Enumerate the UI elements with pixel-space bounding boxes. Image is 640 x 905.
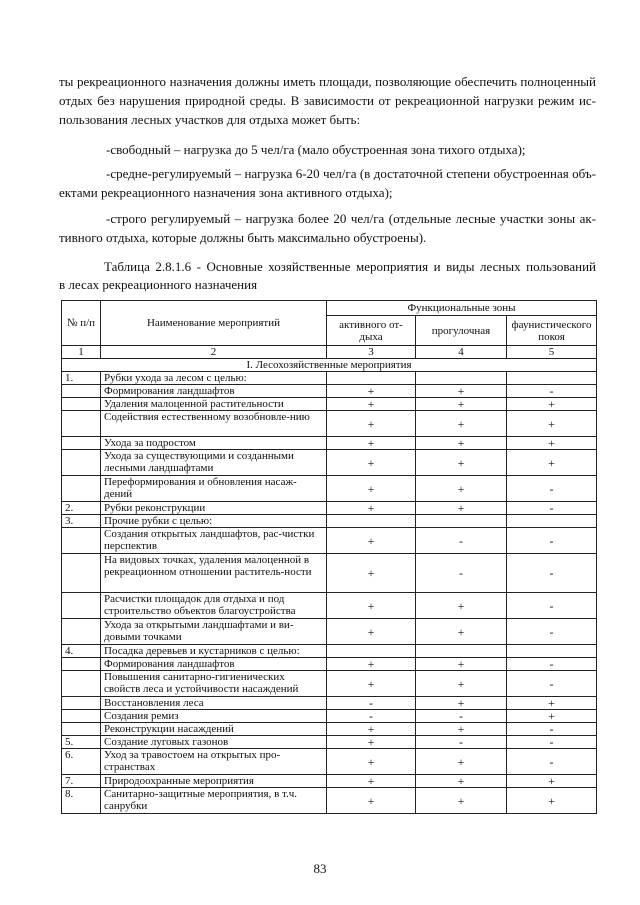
col-number: 3	[327, 346, 416, 359]
table-row	[62, 437, 597, 450]
cell-zone-fauna: -	[507, 385, 597, 398]
cell-name: Прочие рубки с целью:	[101, 515, 327, 528]
cell-num	[62, 554, 101, 593]
cell-name: Ухода за подростом	[101, 437, 327, 450]
cell-zone-fauna: +	[507, 398, 597, 411]
cell-zone-walking: +	[416, 398, 507, 411]
list-item-medium: -средне-регулируемый – нагрузка 6-20 чел/га (в достаточной степени обустроенная объ-	[106, 166, 596, 181]
table-row	[62, 450, 597, 476]
cell-name: Создание луговых газонов	[101, 736, 327, 749]
cell-zone-active: +	[327, 385, 416, 398]
paragraph-line: тивного отдыха, которые должны быть максимально обустроены).	[59, 230, 427, 245]
cell-zone-active: -	[327, 710, 416, 723]
table-row	[62, 502, 597, 515]
cell-name: Создания открытых ландшафтов, рас-чистки перспектив	[101, 528, 327, 554]
cell-zone-fauna: +	[507, 788, 597, 814]
cell-zone-fauna: -	[507, 723, 597, 736]
cell-zone-active: -	[327, 697, 416, 710]
table-row	[62, 710, 597, 723]
table-row	[62, 385, 597, 398]
cell-zone-walking	[416, 645, 507, 658]
cell-zone-walking: -	[416, 736, 507, 749]
page-number: 83	[313, 861, 327, 876]
cell-num: 2.	[62, 502, 101, 515]
cell-num: 6.	[62, 749, 101, 775]
cell-num	[62, 398, 101, 411]
cell-num	[62, 528, 101, 554]
cell-zone-walking: +	[416, 749, 507, 775]
cell-name: На видовых точках, удаления малоценной в рекреационном отношении раститель-ности	[101, 554, 327, 593]
header-zone-walking: прогулочная	[416, 316, 507, 346]
cell-zone-walking: -	[416, 710, 507, 723]
cell-zone-active	[327, 645, 416, 658]
cell-zone-active: +	[327, 593, 416, 619]
cell-name: Переформирования и обновления насаж-дений	[101, 476, 327, 502]
cell-zone-fauna: -	[507, 502, 597, 515]
cell-zone-walking: +	[416, 593, 507, 619]
table-row	[62, 554, 597, 593]
cell-num: 7.	[62, 775, 101, 788]
measures-table	[61, 300, 597, 814]
list-item-strict: -строго регулируемый – нагрузка более 20 чел/га (отдельные лесные участки зоны ак-	[106, 211, 596, 226]
cell-zone-fauna: +	[507, 411, 597, 437]
cell-zone-active	[327, 515, 416, 528]
col-number: 4	[416, 346, 507, 359]
table-row	[62, 411, 597, 437]
cell-num	[62, 450, 101, 476]
cell-name: Удаления малоценной растительности	[101, 398, 327, 411]
cell-zone-fauna	[507, 515, 597, 528]
table-row	[62, 593, 597, 619]
table-row	[62, 515, 597, 528]
cell-num	[62, 723, 101, 736]
cell-zone-fauna: -	[507, 749, 597, 775]
cell-zone-walking: -	[416, 528, 507, 554]
cell-zone-fauna	[507, 372, 597, 385]
cell-zone-walking	[416, 372, 507, 385]
cell-zone-fauna: -	[507, 671, 597, 697]
cell-zone-active: +	[327, 736, 416, 749]
cell-zone-active: +	[327, 476, 416, 502]
table-row	[62, 671, 597, 697]
cell-num	[62, 671, 101, 697]
table-row	[62, 697, 597, 710]
cell-num	[62, 437, 101, 450]
cell-zone-active	[327, 372, 416, 385]
cell-zone-fauna: +	[507, 710, 597, 723]
table-row	[62, 736, 597, 749]
cell-name: Рубки ухода за лесом с целью:	[101, 372, 327, 385]
cell-name: Посадка деревьев и кустарников с целью:	[101, 645, 327, 658]
cell-zone-fauna: -	[507, 736, 597, 749]
cell-zone-active: +	[327, 437, 416, 450]
table-caption-line2: в лесах рекреационного назначения	[59, 277, 258, 292]
table-row	[62, 372, 597, 385]
table-row	[62, 528, 597, 554]
cell-zone-walking: +	[416, 671, 507, 697]
cell-zone-active: +	[327, 619, 416, 645]
cell-zone-fauna: -	[507, 593, 597, 619]
cell-zone-walking: +	[416, 697, 507, 710]
cell-zone-active: +	[327, 671, 416, 697]
table-row	[62, 788, 597, 814]
cell-zone-fauna: -	[507, 658, 597, 671]
cell-zone-walking: +	[416, 502, 507, 515]
cell-zone-fauna: -	[507, 528, 597, 554]
cell-num	[62, 593, 101, 619]
cell-zone-active: +	[327, 658, 416, 671]
cell-zone-active: +	[327, 411, 416, 437]
cell-zone-walking: +	[416, 450, 507, 476]
section-header: I. Лесохозяйственные мероприятия	[62, 359, 597, 372]
table-row	[62, 398, 597, 411]
cell-zone-walking	[416, 515, 507, 528]
header-zone-fauna: фаунистического покоя	[507, 316, 597, 346]
cell-num: 5.	[62, 736, 101, 749]
cell-num: 3.	[62, 515, 101, 528]
col-number: 2	[101, 346, 327, 359]
table-caption-line1: Таблица 2.8.1.6 - Основные хозяйственные мероприятия и виды лесных пользований	[104, 259, 596, 274]
cell-num	[62, 697, 101, 710]
table-row	[62, 619, 597, 645]
paragraph-line: пользования лесных участков для отдыха может быть:	[59, 112, 361, 127]
cell-zone-active: +	[327, 788, 416, 814]
cell-zone-walking: +	[416, 723, 507, 736]
paragraph-line: ектами рекреационного назначения зона активного отдыха);	[59, 185, 393, 200]
cell-zone-walking: +	[416, 476, 507, 502]
cell-zone-fauna: -	[507, 554, 597, 593]
table-row	[62, 775, 597, 788]
header-num: № п/п	[62, 301, 101, 346]
cell-num	[62, 658, 101, 671]
cell-name: Санитарно-защитные мероприятия, в т.ч. санрубки	[101, 788, 327, 814]
cell-name: Формирования ландшафтов	[101, 385, 327, 398]
cell-num	[62, 710, 101, 723]
cell-num	[62, 619, 101, 645]
cell-zone-walking: +	[416, 385, 507, 398]
table-row	[62, 645, 597, 658]
cell-name: Формирования ландшафтов	[101, 658, 327, 671]
cell-name: Восстановления леса	[101, 697, 327, 710]
cell-zone-fauna: -	[507, 476, 597, 502]
cell-num: 8.	[62, 788, 101, 814]
cell-name: Рубки реконструкции	[101, 502, 327, 515]
cell-zone-active: +	[327, 554, 416, 593]
cell-zone-fauna: +	[507, 697, 597, 710]
cell-name: Уход за травостоем на открытых про-странствах	[101, 749, 327, 775]
col-number: 1	[62, 346, 101, 359]
table-row	[62, 749, 597, 775]
header-zones: Функциональные зоны	[327, 301, 597, 316]
header-zone-active: активного от-дыха	[327, 316, 416, 346]
cell-zone-walking: -	[416, 554, 507, 593]
cell-zone-walking: +	[416, 788, 507, 814]
table-row	[62, 723, 597, 736]
table-row	[62, 476, 597, 502]
cell-zone-active: +	[327, 775, 416, 788]
cell-zone-fauna: -	[507, 619, 597, 645]
cell-name: Повышения санитарно-гигиенических свойств леса и устойчивости насаждений	[101, 671, 327, 697]
cell-zone-walking: +	[416, 437, 507, 450]
cell-name: Создания ремиз	[101, 710, 327, 723]
cell-num: 4.	[62, 645, 101, 658]
cell-name: Содействия естественному возобновле-нию	[101, 411, 327, 437]
cell-zone-active: +	[327, 723, 416, 736]
cell-name: Расчистки площадок для отдыха и под строительство объектов благоустройства	[101, 593, 327, 619]
cell-zone-active: +	[327, 398, 416, 411]
header-name: Наименование мероприятий	[101, 301, 327, 346]
paragraph-line: отдых без нарушения природной среды. В зависимости от рекреационной нагрузки режим ис-	[59, 93, 596, 108]
cell-zone-fauna: +	[507, 775, 597, 788]
table-caption	[59, 258, 596, 294]
cell-name: Природоохранные мероприятия	[101, 775, 327, 788]
cell-name: Реконструкции насаждений	[101, 723, 327, 736]
cell-zone-fauna	[507, 645, 597, 658]
cell-zone-walking: +	[416, 411, 507, 437]
cell-zone-walking: +	[416, 658, 507, 671]
cell-zone-active: +	[327, 502, 416, 515]
list-item-free: -свободный – нагрузка до 5 чел/га (мало обустроенная зона тихого отдыха);	[106, 142, 526, 157]
cell-zone-active: +	[327, 528, 416, 554]
col-number: 5	[507, 346, 597, 359]
cell-num	[62, 476, 101, 502]
cell-num: 1.	[62, 372, 101, 385]
cell-zone-fauna: +	[507, 437, 597, 450]
cell-zone-active: +	[327, 749, 416, 775]
cell-zone-walking: +	[416, 619, 507, 645]
cell-zone-walking: +	[416, 775, 507, 788]
cell-num	[62, 385, 101, 398]
cell-name: Ухода за открытыми ландшафтами и ви-довыми точками	[101, 619, 327, 645]
cell-num	[62, 411, 101, 437]
table-row	[62, 658, 597, 671]
cell-zone-fauna: +	[507, 450, 597, 476]
paragraph-line: ты рекреационного назначения должны иметь площади, позволяющие обеспечить полноценный	[59, 74, 596, 89]
cell-name: Ухода за существующими и созданными лесными ландшафтами	[101, 450, 327, 476]
cell-zone-active: +	[327, 450, 416, 476]
